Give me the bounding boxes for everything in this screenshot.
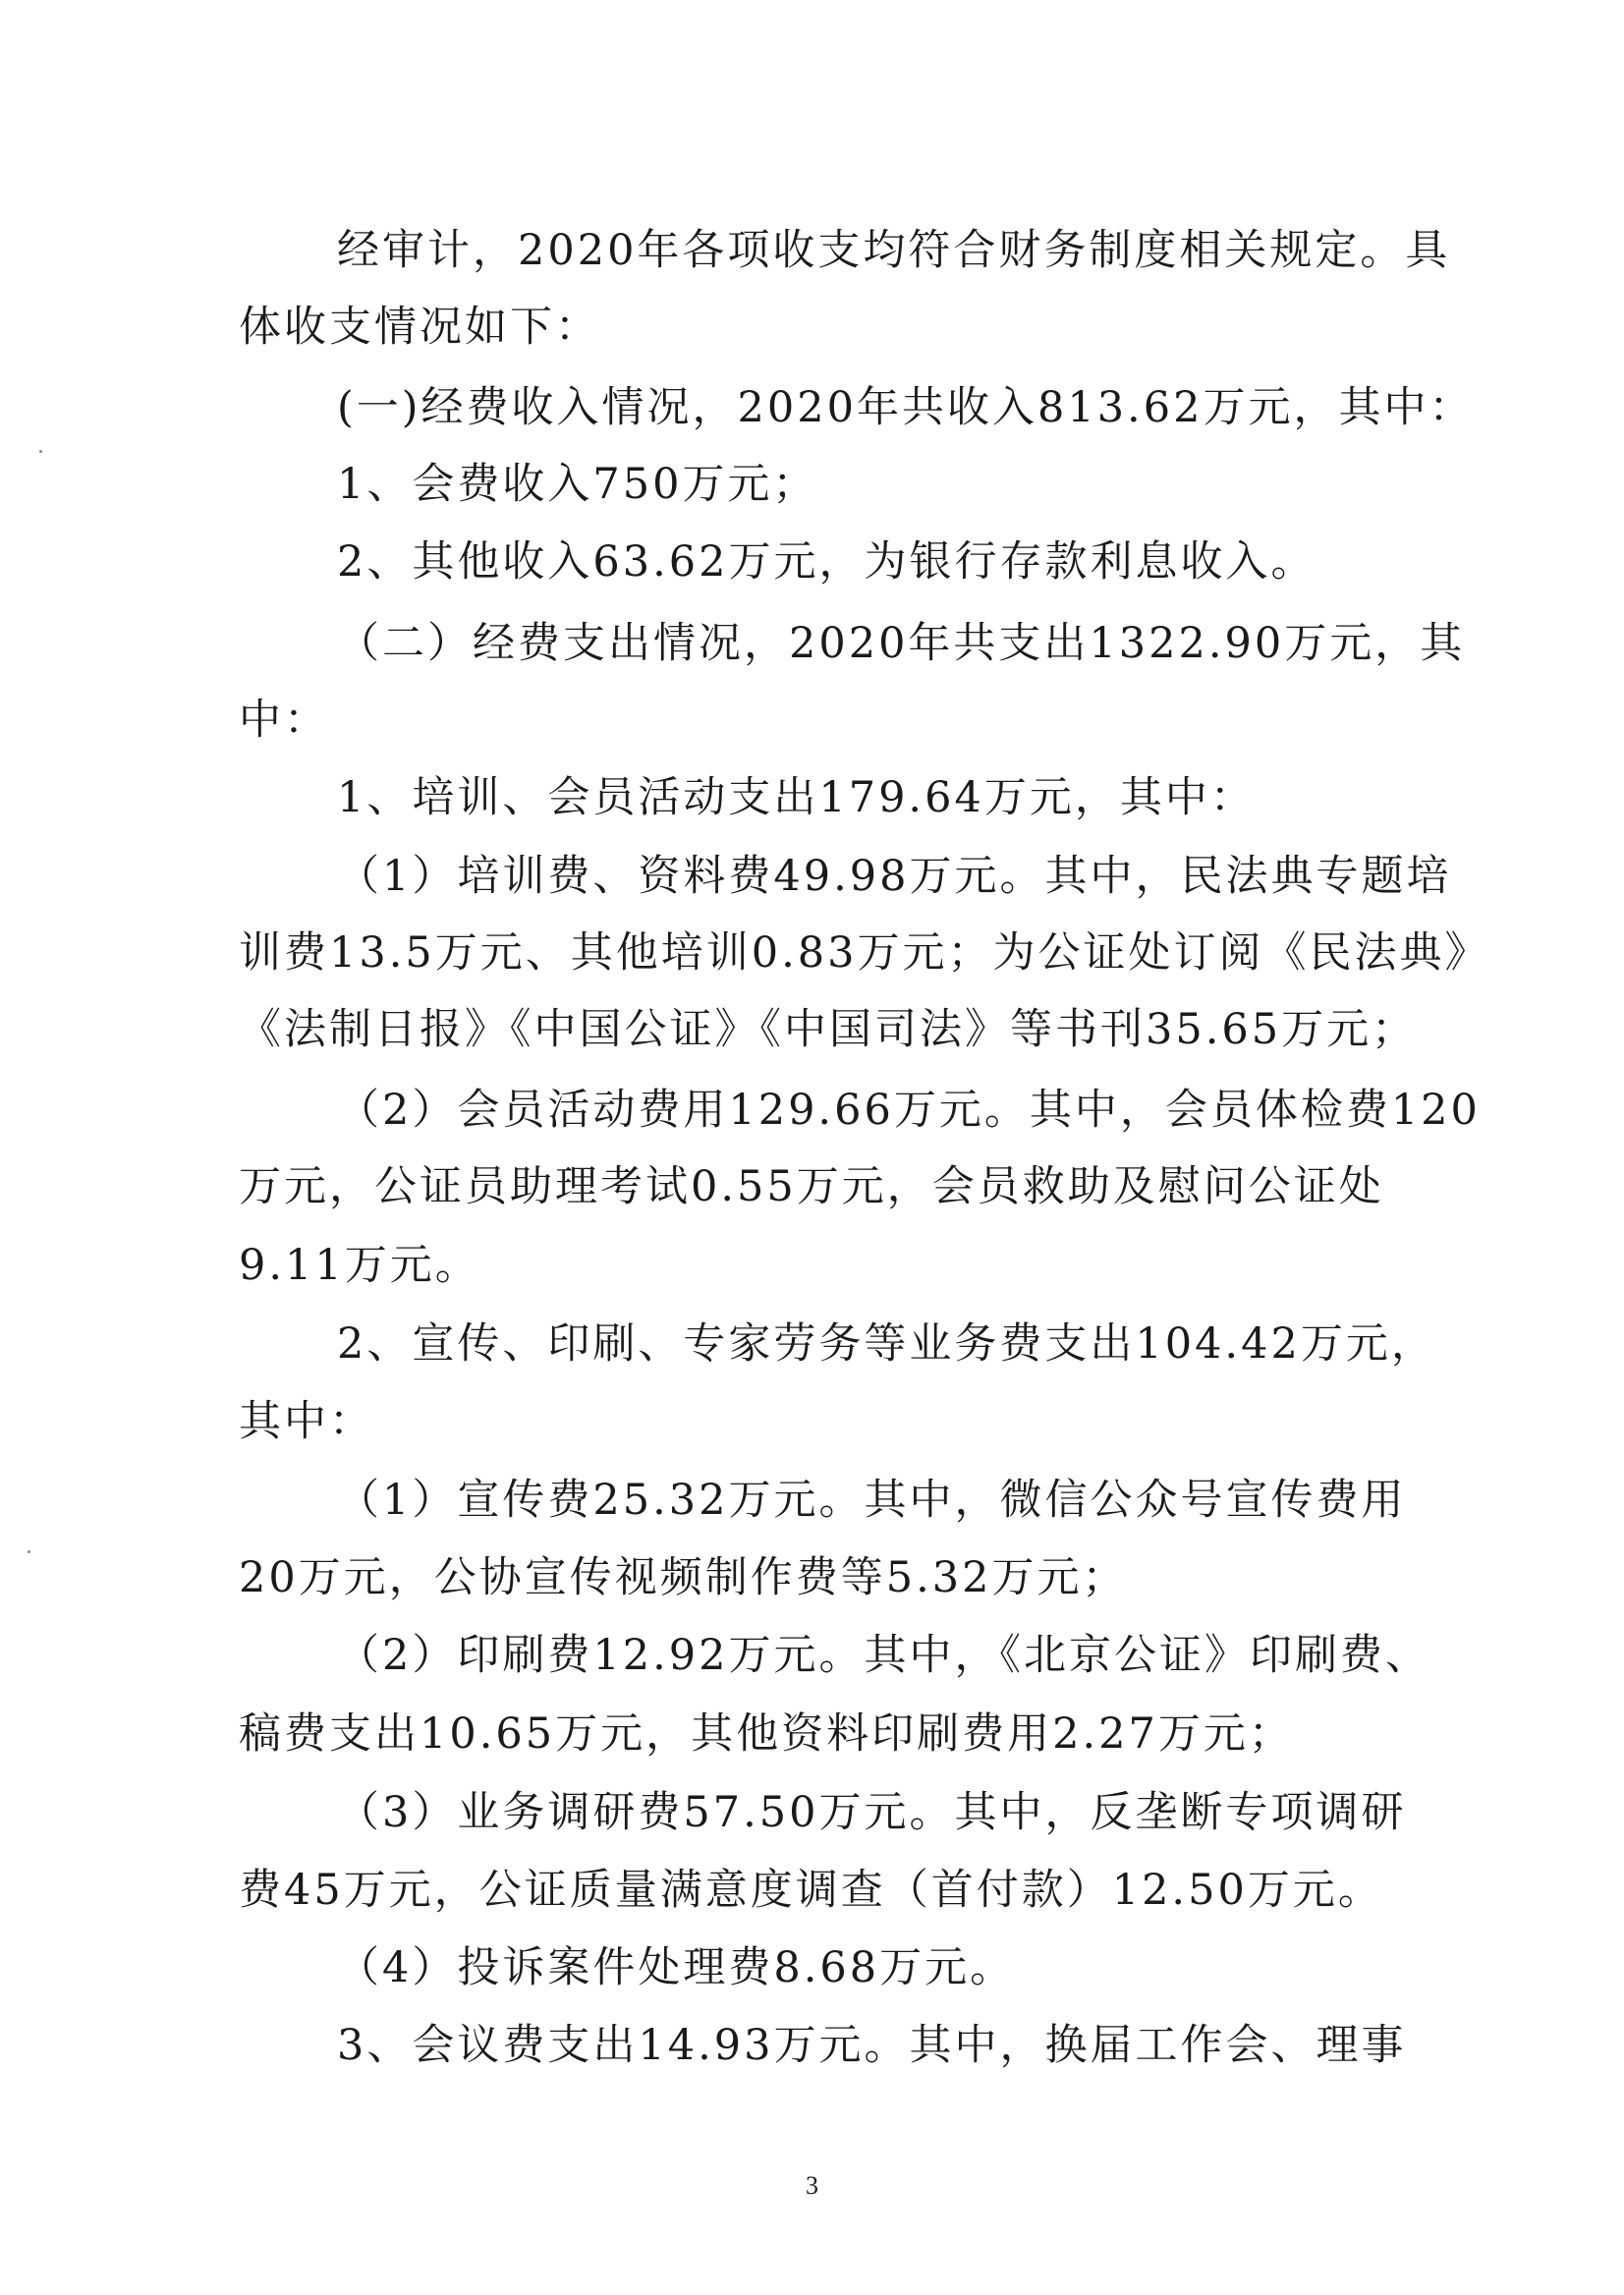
paragraph-audit-line-2: 体收支情况如下： — [239, 303, 600, 352]
member-activity-line-3: 9.11万元。 — [239, 1241, 480, 1290]
meeting-expense-line-1: 3、会议费支出14.93万元。其中，换届工作会、理事 — [337, 2021, 1407, 2070]
training-line-3: 《法制日报》《中国公证》《中国司法》等书刊35.65万元； — [239, 1005, 1418, 1054]
member-activity-line-2: 万元，公证员助理考试0.55万元，会员救助及慰问公证处 — [239, 1162, 1384, 1211]
expense-item-2-line-2: 其中： — [239, 1397, 374, 1446]
expense-heading-line-2: 中： — [239, 696, 329, 745]
income-heading: (一)经费收入情况，2020年共收入813.62万元，其中： — [337, 383, 1475, 432]
printing-line-2: 稿费支出10.65万元，其他资料印刷费用2.27万元； — [239, 1709, 1294, 1759]
scan-speck — [28, 1550, 30, 1553]
research-line-2: 费45万元，公证质量满意度调查（首付款）12.50万元。 — [239, 1866, 1383, 1915]
income-item-2: 2、其他收入63.62万元，为银行存款利息收入。 — [337, 537, 1316, 587]
scan-speck — [39, 450, 42, 453]
income-item-1: 1、会费收入750万元； — [337, 460, 818, 509]
research-line-1: （3）业务调研费57.50万元。其中，反垄断专项调研 — [337, 1788, 1407, 1837]
member-activity-line-1: （2）会员活动费用129.66万元。其中，会员体检费120 — [337, 1086, 1481, 1135]
paragraph-audit-line-1: 经审计，2020年各项收支均符合财务制度相关规定。具 — [337, 226, 1451, 275]
expense-heading-line-1: （二）经费支出情况，2020年共支出1322.90万元，其 — [337, 619, 1466, 668]
expense-item-2-line-1: 2、宣传、印刷、专家劳务等业务费支出104.42万元， — [337, 1319, 1436, 1369]
training-line-1: （1）培训费、资料费49.98万元。其中，民法典专题培 — [337, 852, 1452, 901]
training-line-2: 训费13.5万元、其他培训0.83万元；为公证处订阅《民法典》 — [239, 928, 1490, 978]
printing-line-1: （2）印刷费12.92万元。其中，《北京公证》印刷费、 — [337, 1631, 1430, 1680]
page-number: 3 — [806, 2171, 818, 2200]
publicity-line-2: 20万元，公协宣传视频制作费等5.32万元； — [239, 1553, 1128, 1602]
publicity-line-1: （1）宣传费25.32万元。其中，微信公众号宣传费用 — [337, 1476, 1407, 1525]
expense-item-1: 1、培训、会员活动支出179.64万元，其中： — [337, 773, 1256, 822]
complaint-line: （4）投诉案件处理费8.68万元。 — [337, 1943, 1016, 1992]
